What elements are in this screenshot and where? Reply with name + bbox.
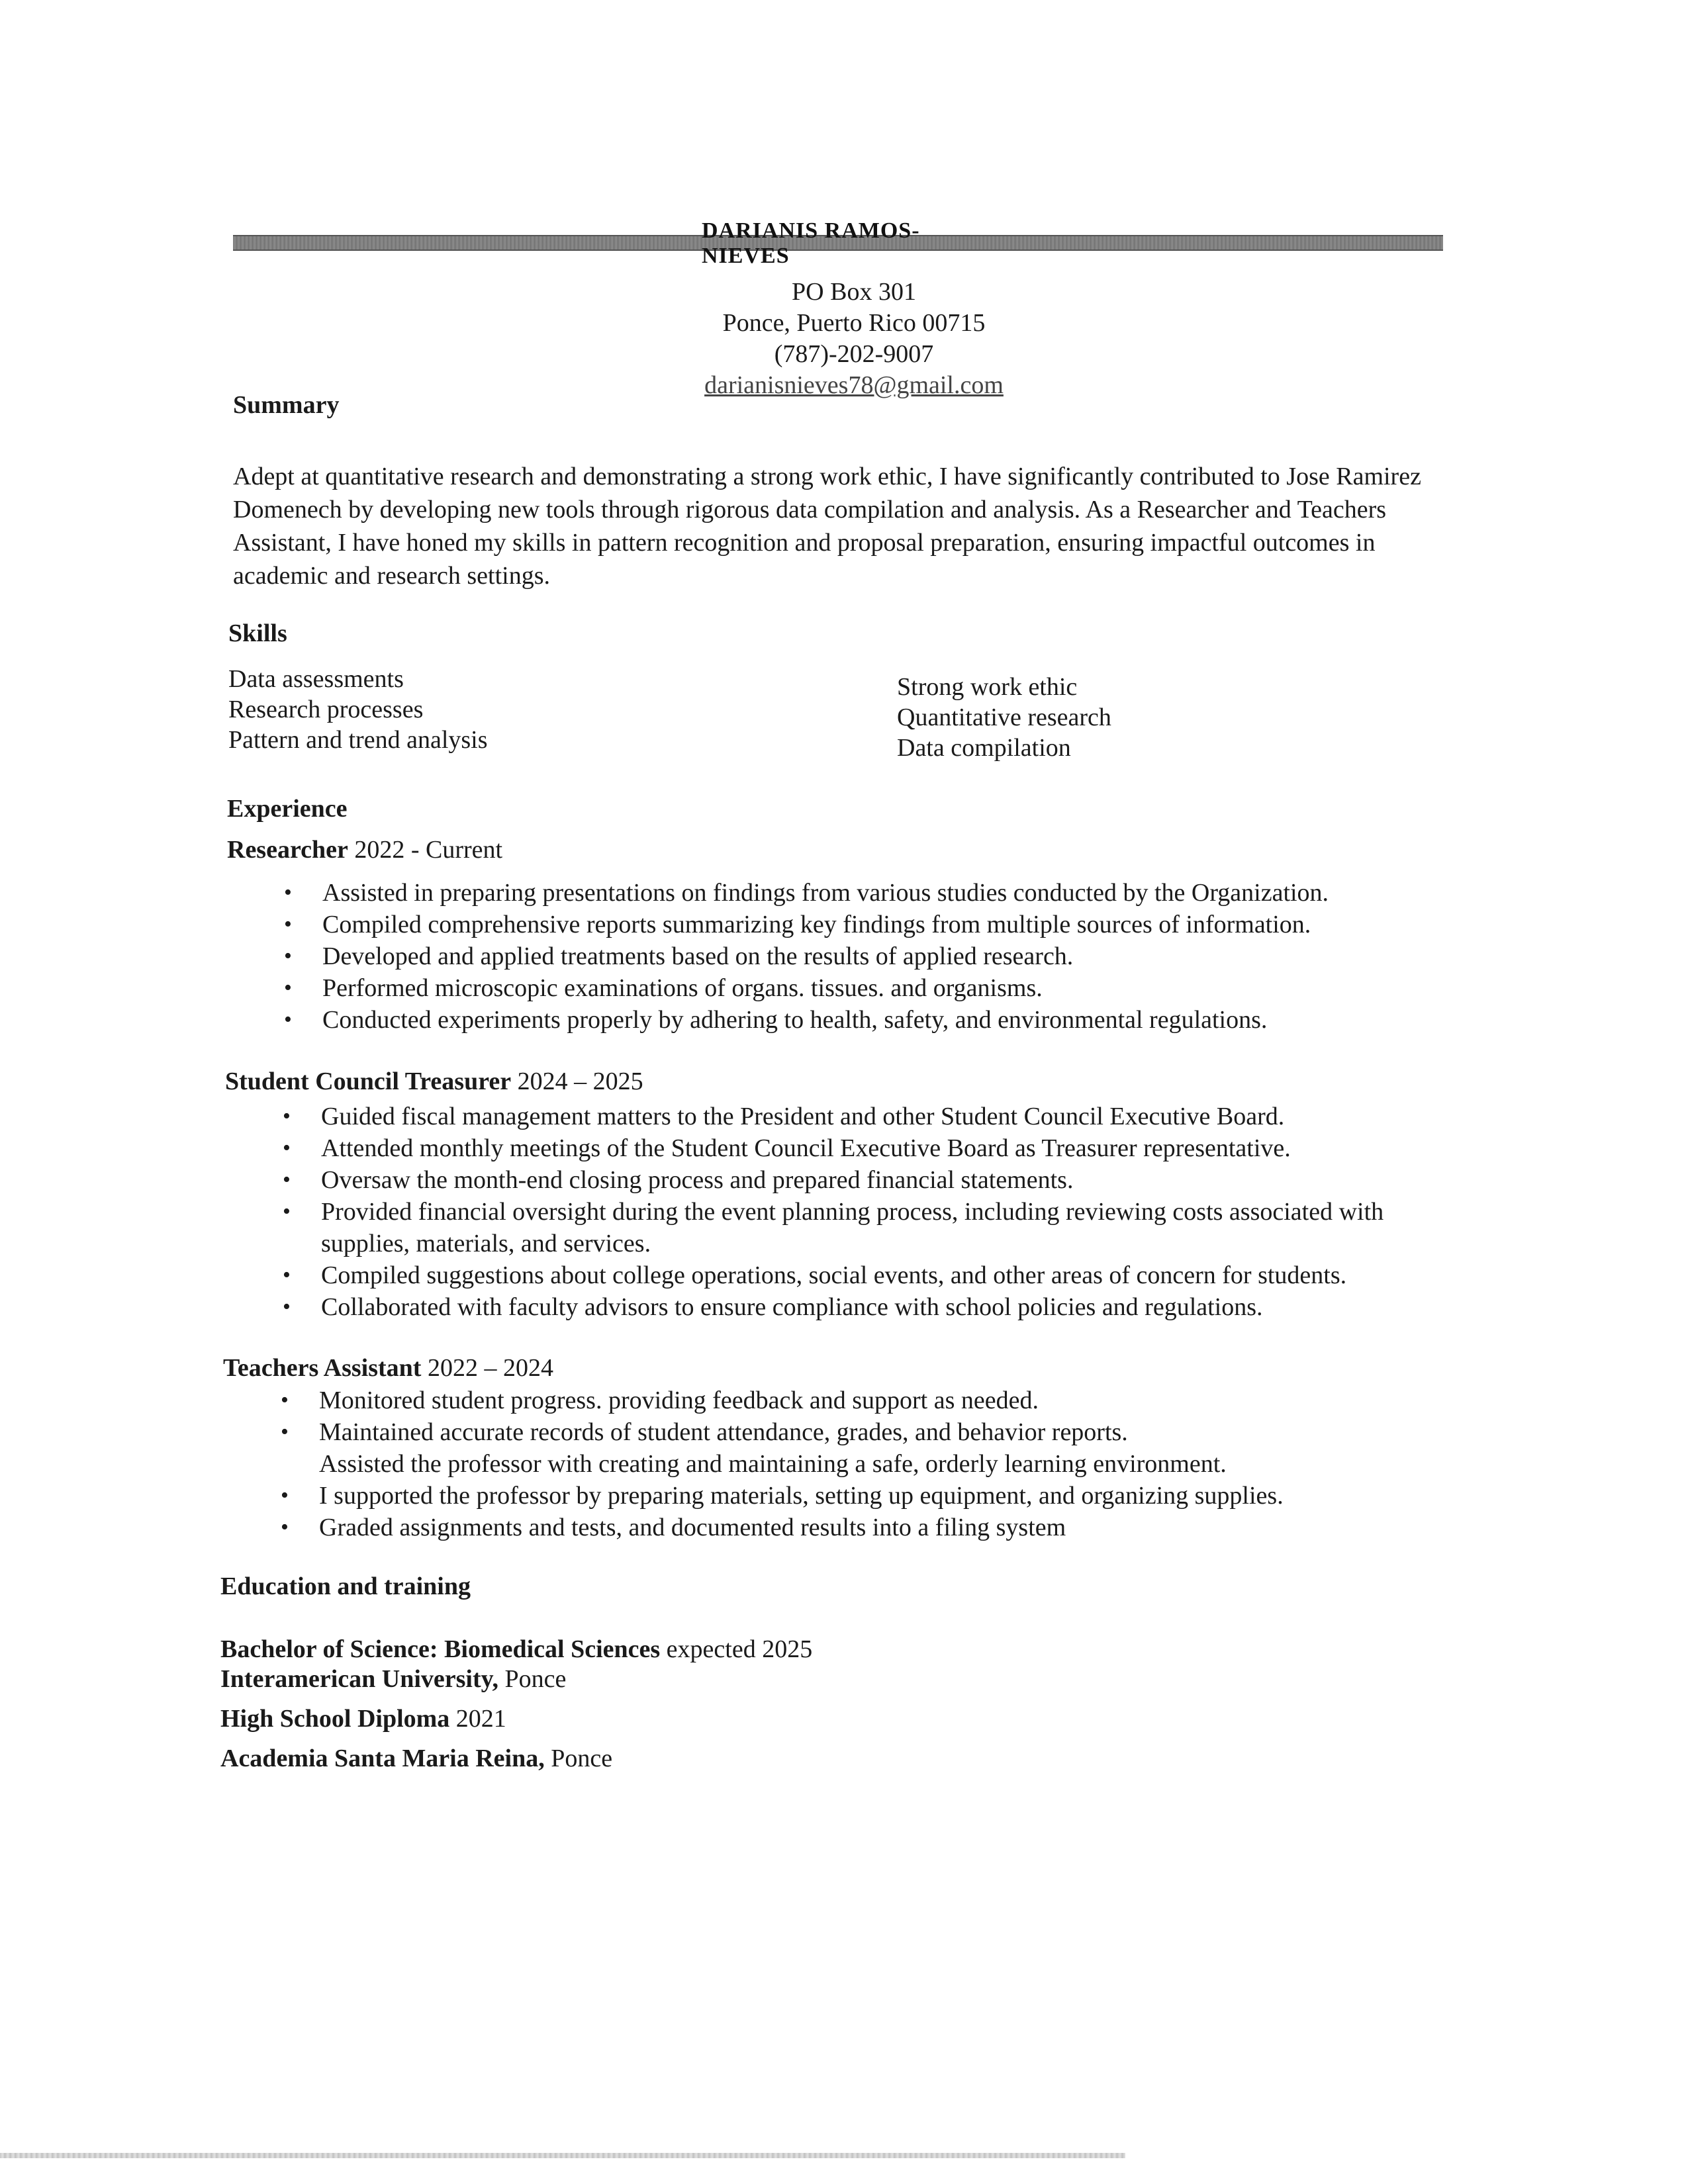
skill-item: Data assessments xyxy=(228,665,404,693)
experience-heading: Experience xyxy=(227,795,348,823)
job-title-text: Student Council Treasurer xyxy=(225,1068,512,1095)
list-item: • Compiled suggestions about college operations, social events, and other areas of concern for students. xyxy=(273,1259,1465,1291)
skill-item: Quantitative research xyxy=(897,704,1111,731)
job-dates: 2024 – 2025 xyxy=(511,1068,643,1095)
skills-heading: Skills xyxy=(228,619,287,647)
job-title-treasurer xyxy=(225,1067,643,1096)
list-item: • Performed microscopic examinations of organs. tissues. and organisms. xyxy=(275,972,1466,1004)
skill-item: Research processes xyxy=(228,696,424,723)
job-title-teachers-assistant xyxy=(223,1353,553,1383)
skills-right-column xyxy=(897,672,1111,763)
bullet-icon: • xyxy=(281,1420,289,1444)
bullet-icon: • xyxy=(284,1007,292,1032)
list-item: • Provided financial oversight during the event planning process, including reviewing costs associated with supplies, materials, and services. xyxy=(273,1196,1465,1259)
list-item: • Developed and applied treatments based on the results of applied research. xyxy=(275,940,1466,972)
job-title-text: Researcher xyxy=(227,836,348,864)
skills-left-column xyxy=(228,664,488,755)
summary-heading: Summary xyxy=(233,391,340,419)
address-line-2: Ponce, Puerto Rico 00715 xyxy=(722,309,986,337)
researcher-bullets xyxy=(275,877,1466,1036)
skill-item: Pattern and trend analysis xyxy=(228,726,488,754)
skill-item: Data compilation xyxy=(897,734,1071,762)
list-item: • I supported the professor by preparing materials, setting up equipment, and organizing supplies. xyxy=(271,1480,1463,1512)
bullet-icon: • xyxy=(281,1515,289,1539)
list-item: • Graded assignments and tests, and documented results into a filing system xyxy=(271,1512,1463,1543)
school-interamerican: Interamerican University, Ponce xyxy=(220,1665,567,1693)
phone-number: (787)-202-9007 xyxy=(774,340,934,368)
candidate-name: DARIANIS RAMOS-NIEVES xyxy=(702,218,920,268)
bullet-icon: • xyxy=(281,1483,289,1508)
bullet-icon: • xyxy=(283,1295,291,1319)
list-item: • Guided fiscal management matters to the President and other Student Council Executive Board. xyxy=(273,1101,1465,1132)
bullet-icon: • xyxy=(283,1199,291,1224)
degree-bachelor: Bachelor of Science: Biomedical Sciences expected 2025 xyxy=(220,1635,813,1663)
degree-high-school: High School Diploma 2021 xyxy=(220,1705,506,1733)
bullet-icon: • xyxy=(284,912,292,936)
job-title-researcher xyxy=(227,835,502,864)
bullet-icon: • xyxy=(284,944,292,968)
list-item: • Collaborated with faculty advisors to ensure compliance with school policies and regulations. xyxy=(273,1291,1465,1323)
bullet-icon: • xyxy=(283,1104,291,1128)
bullet-icon: • xyxy=(284,880,292,905)
list-item: • Assisted in preparing presentations on findings from various studies conducted by the Organization. xyxy=(275,877,1466,909)
address-line-1: PO Box 301 xyxy=(792,278,916,306)
bullet-icon: • xyxy=(281,1388,289,1412)
email-link[interactable]: darianisnieves78@gmail.com xyxy=(704,371,1004,399)
scan-edge-rule xyxy=(0,2153,1125,2158)
list-item: Assisted the professor with creating and maintaining a safe, orderly learning environment. xyxy=(319,1450,1227,1478)
teachers-assistant-bullets xyxy=(271,1385,1463,1543)
job-dates: 2022 – 2024 xyxy=(421,1354,553,1382)
bullet-icon: • xyxy=(284,976,292,1000)
bullet-icon: • xyxy=(283,1263,291,1287)
job-title-text: Teachers Assistant xyxy=(223,1354,422,1382)
list-item: • Compiled comprehensive reports summarizing key findings from multiple sources of information. xyxy=(275,909,1466,940)
bullet-icon: • xyxy=(283,1136,291,1160)
list-item: • Oversaw the month-end closing process and prepared financial statements. xyxy=(273,1164,1465,1196)
treasurer-bullets xyxy=(273,1101,1465,1323)
list-item: • Maintained accurate records of student attendance, grades, and behavior reports. xyxy=(271,1416,1463,1448)
job-dates: 2022 - Current xyxy=(348,836,503,864)
education-heading: Education and training xyxy=(220,1572,471,1600)
summary-text: Adept at quantitative research and demonstrating a strong work ethic, I have significantly contributed to Jose Ramirez Domenech by developing new tools through rigorous data compilation and analysis. As a Researcher and Teachers Assistant, I have honed my skills in pattern recognition and proposal preparation, ensuring impactful outcomes in academic and research settings. xyxy=(233,463,1421,590)
bullet-icon: • xyxy=(283,1167,291,1192)
list-item: • Attended monthly meetings of the Student Council Executive Board as Treasurer representative. xyxy=(273,1132,1465,1164)
contact-block xyxy=(596,277,1112,401)
list-item: • Conducted experiments properly by adhering to health, safety, and environmental regulations. xyxy=(275,1004,1466,1036)
list-item: • Monitored student progress. providing feedback and support as needed. xyxy=(271,1385,1463,1416)
school-academia: Academia Santa Maria Reina, Ponce xyxy=(220,1745,613,1772)
skill-item: Strong work ethic xyxy=(897,673,1078,701)
